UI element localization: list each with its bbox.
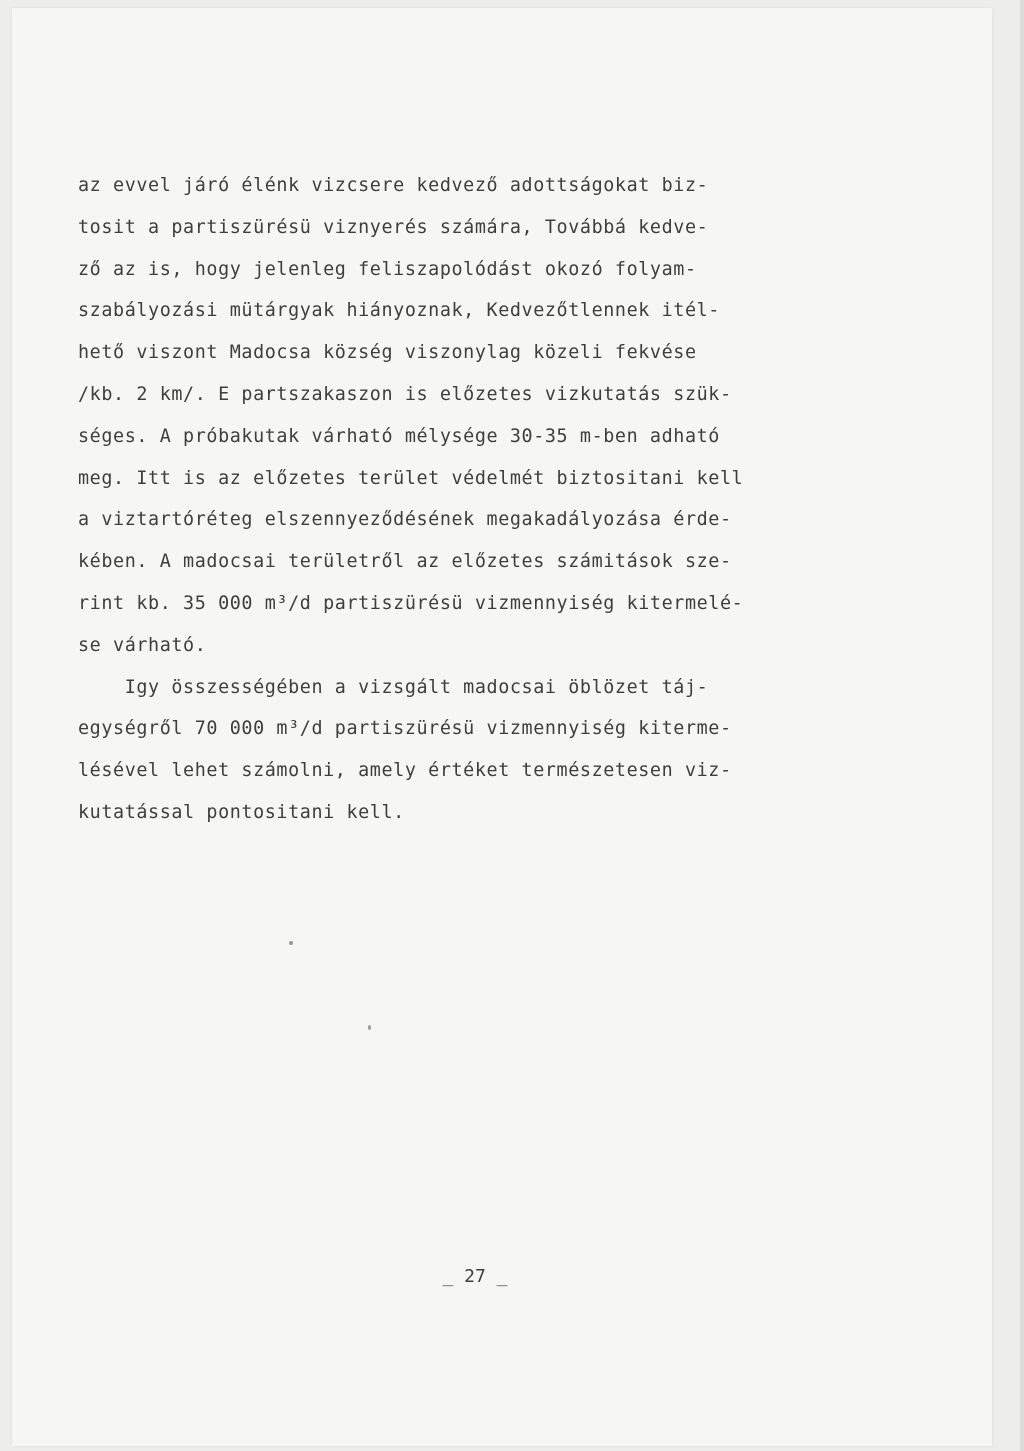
text-line: egységről 70 000 m³/d partiszürésü vizmennyiség kiterme- xyxy=(78,718,732,740)
text-line: ző az is, hogy jelenleg feliszapolódást okozó folyam- xyxy=(78,258,697,280)
text-line: rint kb. 35 000 m³/d partiszürésü vizmennyiség kitermelé- xyxy=(78,592,744,614)
text-line: hető viszont Madocsa község viszonylag közeli fekvése xyxy=(78,342,697,364)
scan-speck xyxy=(368,1025,371,1030)
text-line: séges. A próbakutak várható mélysége 30-35 m-ben adható xyxy=(78,425,720,447)
text-line: tosit a partiszürésü viznyerés számára, Továbbá kedve- xyxy=(78,216,709,238)
text-line: szabályozási mütárgyak hiányoznak, Kedvezőtlennek itél- xyxy=(78,300,720,322)
page-number: _ 27 _ xyxy=(442,1266,508,1287)
body-text xyxy=(78,165,818,834)
text-line: a viztartóréteg elszennyeződésének megakadályozása érde- xyxy=(78,509,732,531)
text-line: /kb. 2 km/. E partszakaszon is előzetes vizkutatás szük- xyxy=(78,383,732,405)
text-line: az evvel járó élénk vizcsere kedvező adottságokat biz- xyxy=(78,175,709,196)
text-line: lésével lehet számolni, amely értéket természetesen viz- xyxy=(78,760,732,782)
text-line: Igy összességében a vizsgált madocsai öblözet táj- xyxy=(78,676,709,698)
text-line: meg. Itt is az előzetes terület védelmét biztositani kell xyxy=(78,467,744,489)
page-edge xyxy=(1020,0,1024,1451)
text-line: kében. A madocsai területről az előzetes számitások sze- xyxy=(78,551,732,573)
text-line: kutatással pontositani kell. xyxy=(78,801,405,823)
scan-speck xyxy=(289,941,293,945)
text-line: se várható. xyxy=(78,634,207,656)
